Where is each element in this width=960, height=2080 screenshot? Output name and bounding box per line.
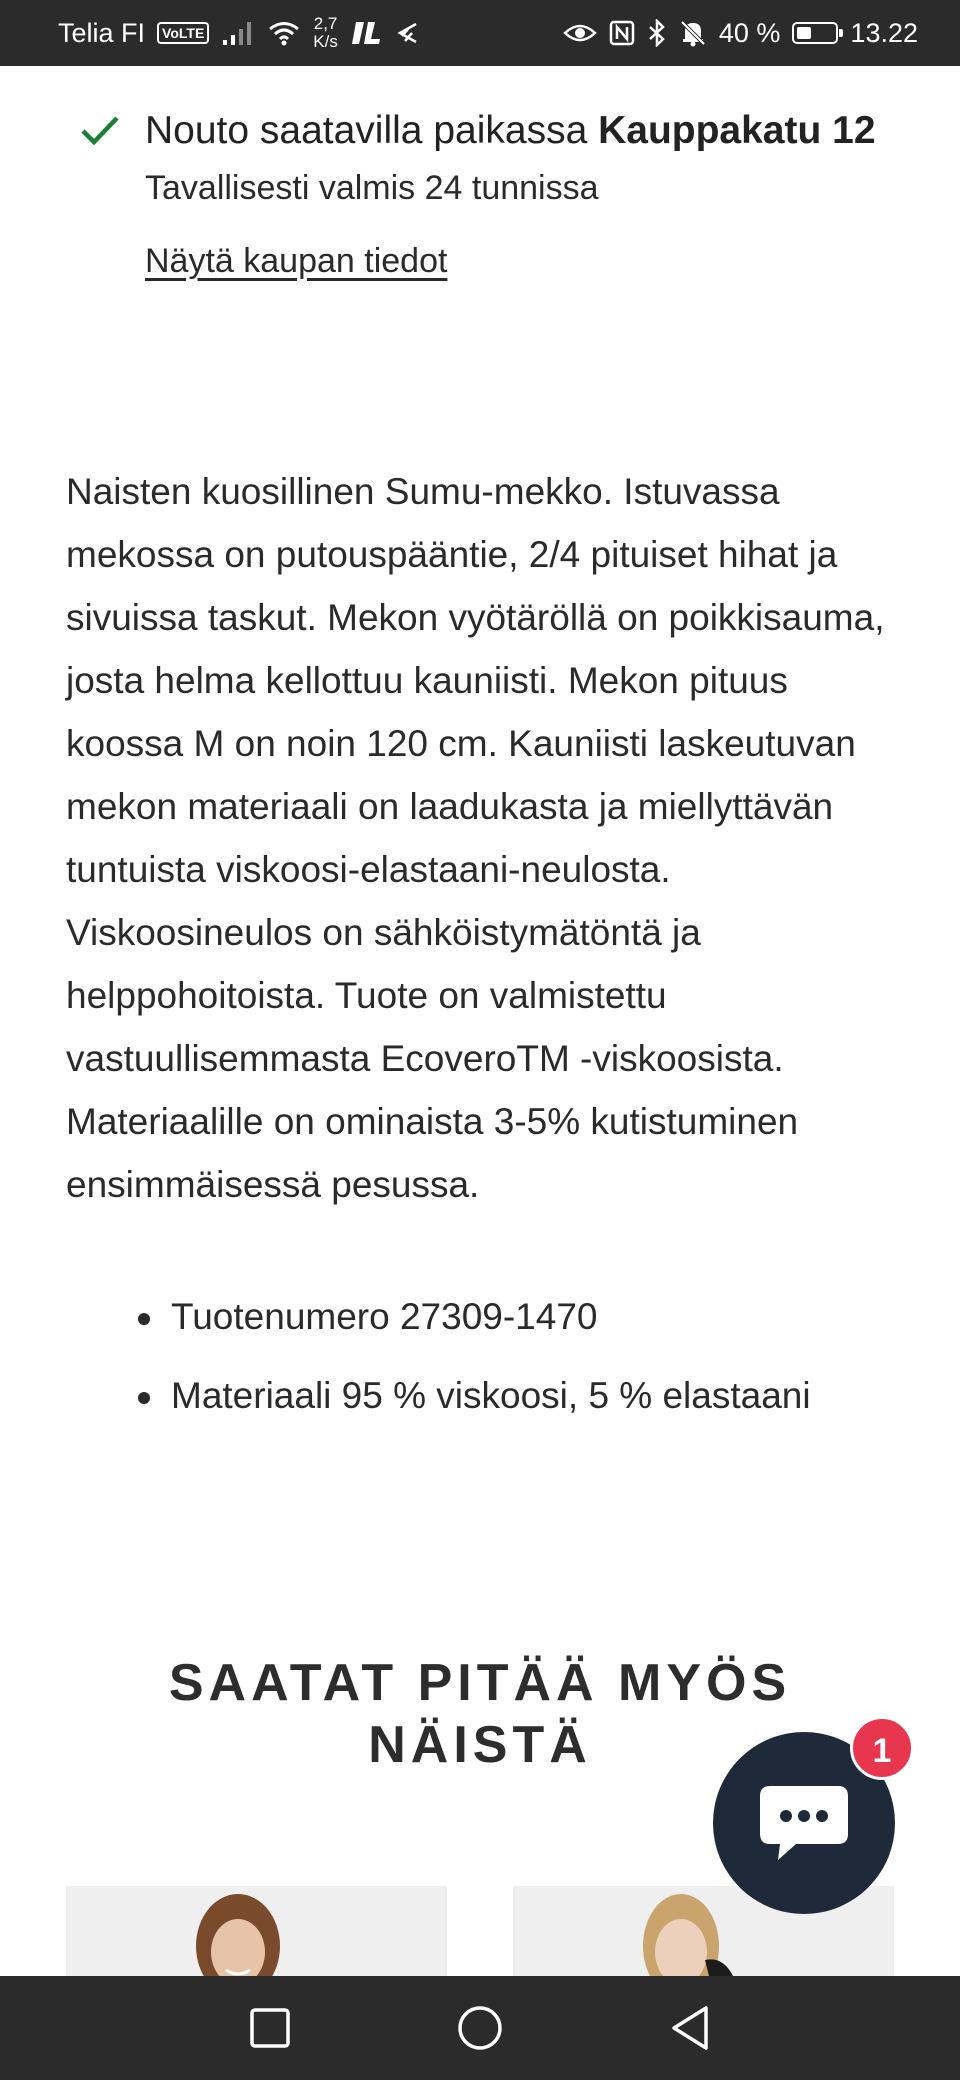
chat-notification-badge: 1	[850, 1716, 914, 1780]
chat-bubble-icon	[756, 1780, 852, 1866]
status-bar	[0, 0, 960, 66]
app-icon	[350, 19, 382, 47]
pickup-title	[145, 100, 906, 162]
product-image-1	[66, 1886, 447, 1976]
recents-button[interactable]	[240, 1998, 300, 2058]
list-item-product-number: Tuotenumero 27309-1470	[66, 1283, 904, 1350]
net-speed-value: 2,7	[313, 14, 338, 33]
check-icon	[80, 114, 120, 151]
battery-percent: 40 %	[718, 17, 781, 48]
pickup-ready-time: Tavallisesti valmis 24 tunnissa	[145, 169, 599, 207]
store-details-link[interactable]: Näytä kaupan tiedot	[145, 242, 448, 280]
back-button[interactable]	[660, 1998, 720, 2058]
product-details-list	[66, 1283, 904, 1441]
pickup-store-name: Kauppakatu 12	[598, 109, 876, 152]
net-speed-unit: K/s	[313, 32, 338, 51]
arrows-icon	[394, 21, 420, 45]
battery-fill	[797, 27, 811, 39]
pickup-text: Nouto saatavilla paikassa	[145, 109, 599, 152]
network-speed	[313, 15, 338, 51]
back-triangle-icon	[668, 2004, 712, 2052]
mute-bell-icon	[679, 19, 707, 47]
product-card-1[interactable]	[66, 1886, 447, 1976]
status-bar-right	[563, 18, 918, 49]
system-nav-bar	[0, 1976, 960, 2080]
signal-icon	[221, 20, 255, 46]
bluetooth-icon	[647, 19, 667, 47]
nfc-icon	[609, 20, 635, 46]
eye-icon	[563, 21, 597, 45]
recommendations-heading-text: SAATAT PITÄÄ MYÖS NÄISTÄ	[168, 1654, 792, 1774]
clock: 13.22	[850, 17, 918, 48]
pickup-availability	[66, 100, 906, 281]
carrier-name: Telia FI	[58, 17, 146, 48]
home-circle-icon	[456, 2004, 504, 2052]
volte-badge: VoLTE	[157, 22, 209, 44]
wifi-icon	[267, 20, 301, 46]
list-item-material: Materiaali 95 % viskoosi, 5 % elastaani	[66, 1362, 904, 1429]
battery-icon	[792, 22, 838, 44]
home-button[interactable]	[450, 1998, 510, 2058]
status-bar-left	[58, 15, 420, 51]
product-description: Naisten kuosillinen Sumu-mekko. Istuvassa mekossa on putouspääntie, 2/4 pituiset hihat ja sivuissa taskut. Mekon vyötäröllä on poikkisauma, josta helma kellottuu kauniisti. Mekon pituus koossa M on noin 120 cm. Kauniisti laskeutuvan mekon materiaali on laadukasta ja miellyttävän tuntuista viskoosi-elastaani-neulosta. Viskoosineulos on sähköistymätöntä ja helppohoitoista. Tuote on valmistettu vastuullisemmasta EcoveroTM -viskoosista. Materiaalille on ominaista 3-5% kutistuminen ensimmäisessä pesussa.	[66, 471, 885, 1205]
recents-square-icon	[249, 2007, 291, 2049]
